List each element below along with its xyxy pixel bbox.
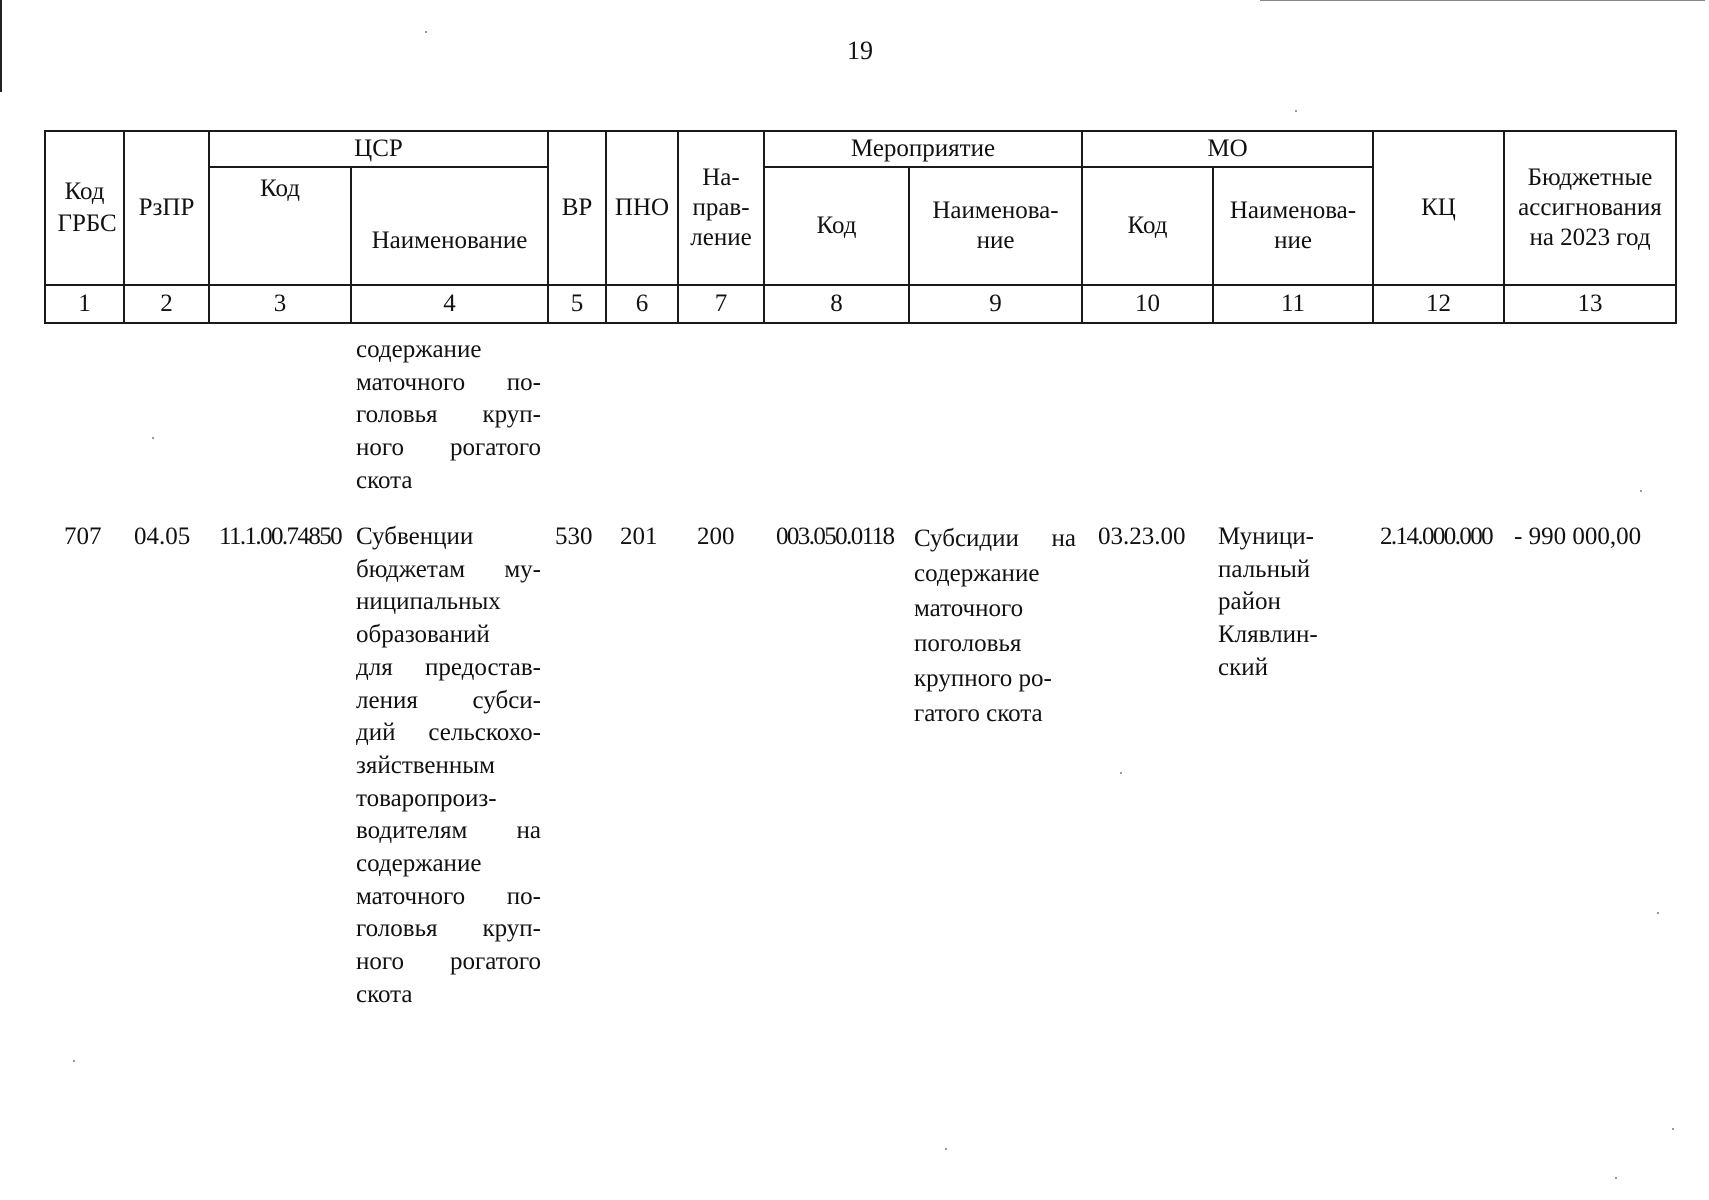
text-line: содержание: [356, 336, 482, 363]
cell-direction: 200: [697, 523, 735, 550]
text-line: поголовья: [914, 630, 1022, 657]
scan-speck: [1120, 772, 1122, 774]
header-budget-line: Бюджетные: [1527, 164, 1653, 191]
table-header: [44, 130, 1677, 324]
text-line: содержание: [356, 850, 482, 878]
header-vr: ВР: [548, 131, 606, 285]
header-direction-line: ление: [690, 224, 752, 251]
cell-csr-name: [356, 521, 541, 1012]
header-event-kod: Код: [764, 167, 909, 285]
text-line: бюджетам му-: [356, 555, 541, 583]
header-budget-line: ассигнования: [1518, 194, 1662, 221]
header-rzpr: РзПР: [124, 131, 209, 285]
scan-speck: [152, 437, 154, 439]
cell-pno: 201: [620, 523, 658, 550]
text-line: для предостав-: [356, 653, 541, 681]
page-edge-rule: [0, 0, 2, 92]
text-line: образований: [356, 621, 490, 649]
header-csr-group: ЦСР: [209, 131, 548, 167]
column-number: 3: [209, 285, 351, 323]
column-number: 13: [1504, 285, 1676, 323]
text-line: товаропроиз-: [356, 784, 497, 812]
column-number: 5: [548, 285, 606, 323]
text-line: пальный: [1218, 555, 1311, 583]
text-line: головья круп-: [356, 915, 541, 943]
header-budget-line: на 2023 год: [1529, 224, 1651, 251]
text-line: Муници-: [1218, 523, 1314, 550]
header-pno: ПНО: [606, 131, 678, 285]
text-line: содержание: [914, 560, 1040, 587]
header-direction: [678, 131, 764, 285]
scan-speck: [1640, 490, 1642, 492]
cell-kc: 2.14.000.000: [1380, 523, 1493, 550]
text-line: дий сельскохо-: [356, 719, 541, 747]
cell-vr: 530: [555, 523, 593, 550]
text-line: район: [1218, 588, 1281, 616]
column-number: 11: [1213, 285, 1373, 323]
text-line: водителям на: [356, 817, 541, 845]
header-budget: [1504, 131, 1676, 285]
column-number: 10: [1082, 285, 1213, 323]
text-line: ский: [1218, 653, 1268, 681]
header-csr-name: Наименование: [351, 167, 548, 285]
header-csr-kod: Код: [209, 167, 351, 285]
column-number: 6: [606, 285, 678, 323]
header-kc: КЦ: [1373, 131, 1504, 285]
cell-event-code: 003.050.0118: [776, 523, 894, 550]
scan-speck: [73, 1060, 75, 1062]
continuation-text: [356, 334, 541, 498]
text-line: ного рогатого: [356, 434, 541, 462]
cell-mo-code: 03.23.00: [1098, 523, 1186, 550]
header-direction-line: На-: [702, 164, 740, 191]
text-line: Субвенции: [356, 523, 474, 550]
column-number: 9: [909, 285, 1082, 323]
column-number: 4: [351, 285, 548, 323]
scan-speck: [945, 1148, 947, 1150]
cell-csr-code: 11.1.00.74850: [219, 523, 342, 550]
text-line: крупного ро-: [914, 665, 1052, 692]
header-event-group: Мероприятие: [764, 131, 1082, 167]
scan-speck: [1657, 912, 1659, 914]
header-event-name: Наименова- ние: [909, 167, 1082, 285]
text-line: Клявлин-: [1218, 621, 1318, 649]
cell-mo-name: [1218, 521, 1368, 685]
text-line: гатого скота: [914, 700, 1043, 727]
column-number: 1: [45, 285, 124, 323]
text-line: Субсидии на: [914, 525, 1076, 552]
text-line: ниципальных: [356, 588, 501, 616]
page-number: 19: [847, 36, 873, 65]
text-line: скота: [356, 980, 413, 1008]
text-line: скота: [356, 466, 413, 494]
text-line: маточного: [914, 595, 1024, 622]
header-mo-group: МО: [1082, 131, 1373, 167]
header-kod-grbs: Код ГРБС: [45, 131, 124, 285]
column-number: 7: [678, 285, 764, 323]
header-mo-name: Наименова- ние: [1213, 167, 1373, 285]
cell-event-name: [914, 521, 1076, 731]
text-line: ного рогатого: [356, 948, 541, 976]
cell-rzpr: 04.05: [134, 523, 191, 550]
cell-grbs: 707: [64, 523, 102, 550]
column-number: 2: [124, 285, 209, 323]
cell-amount: - 990 000,00: [1514, 523, 1642, 550]
text-line: головья круп-: [356, 401, 541, 429]
header-mo-kod: Код: [1082, 167, 1213, 285]
text-line: ления субси-: [356, 686, 541, 714]
text-line: зяйственным: [356, 751, 495, 779]
scan-speck: [1295, 110, 1297, 112]
scan-speck: [425, 31, 427, 33]
text-line: маточного по-: [356, 368, 541, 396]
scan-speck: [1672, 1128, 1674, 1130]
page-top-rule: [1260, 0, 1705, 1]
header-direction-line: прав-: [692, 194, 750, 221]
text-line: маточного по-: [356, 882, 541, 910]
column-number: 8: [764, 285, 909, 323]
column-number: 12: [1373, 285, 1504, 323]
scan-speck: [1615, 1177, 1617, 1179]
